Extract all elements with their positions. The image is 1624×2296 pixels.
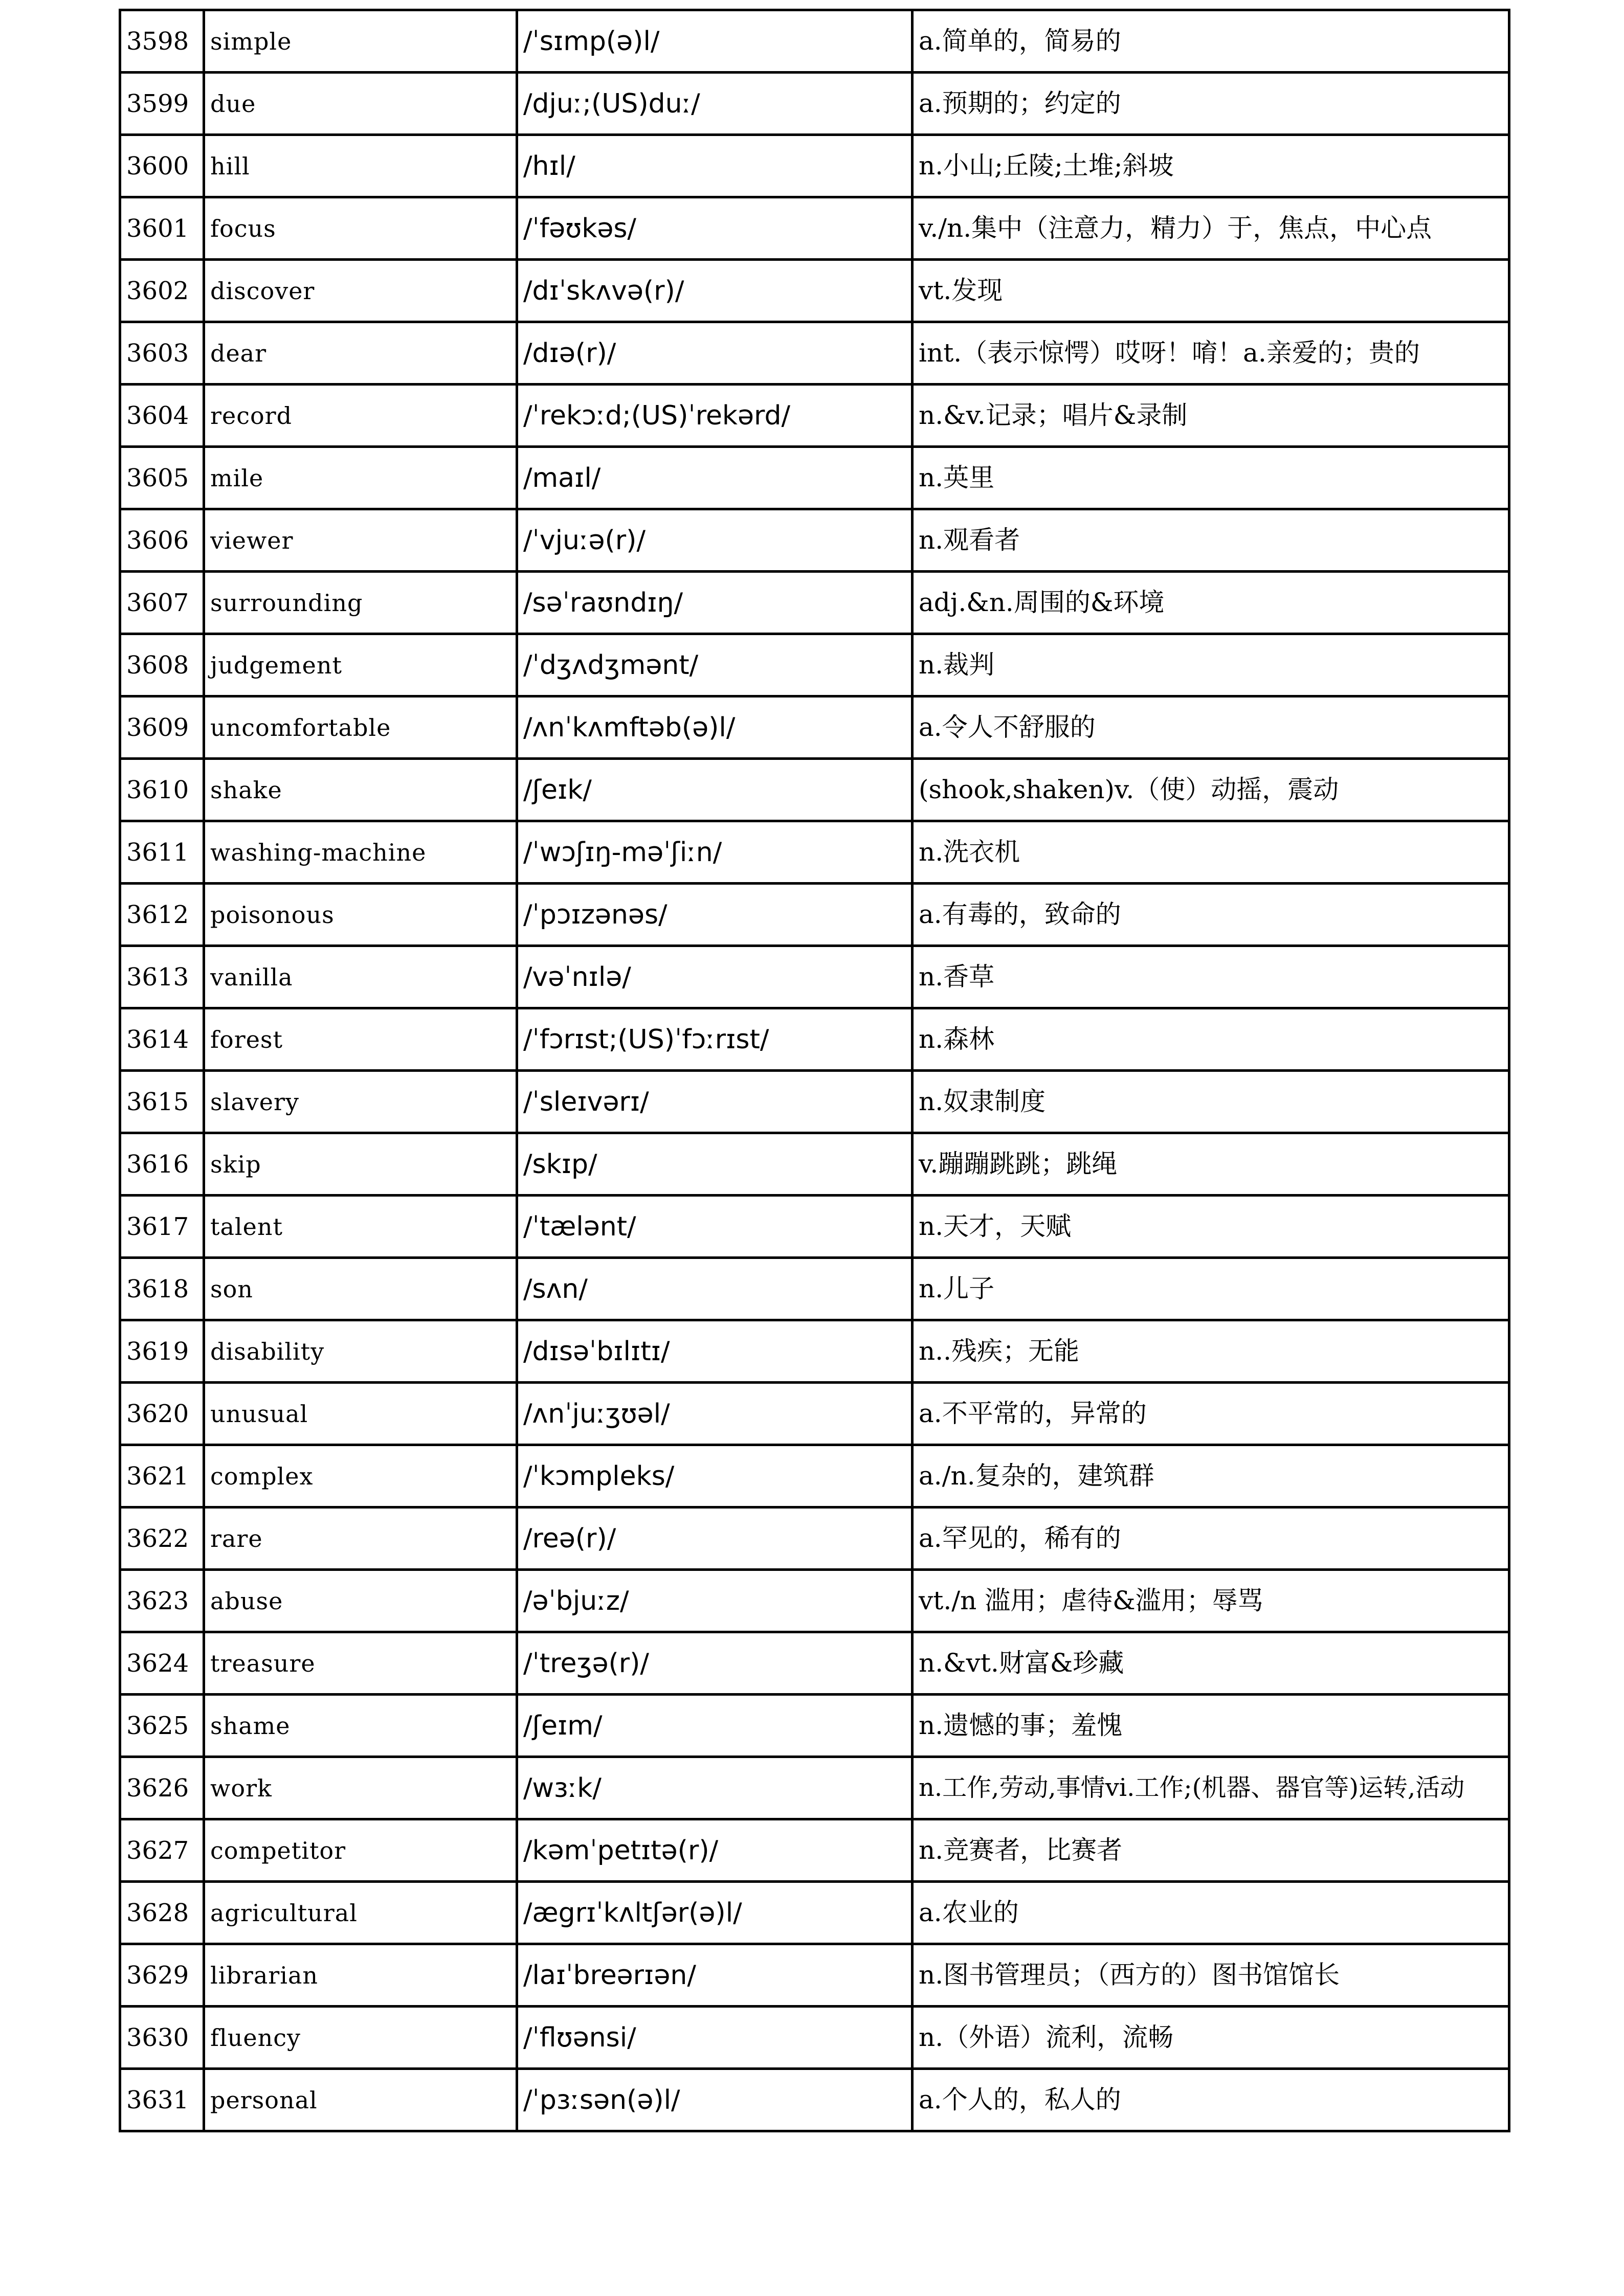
entry-word: work (204, 1757, 517, 1819)
entry-pronunciation: /ˈsleɪvərɪ/ (517, 1071, 913, 1133)
entry-number: 3611 (120, 821, 204, 884)
entry-meaning: n.&v.记录；唱片&录制 (913, 385, 1509, 447)
entry-meaning: n.裁判 (913, 634, 1509, 696)
entry-word: vanilla (204, 946, 517, 1008)
entry-pronunciation: /ˈkɔmpleks/ (517, 1445, 913, 1507)
table-row (120, 1008, 1509, 1071)
table-row (120, 135, 1509, 197)
entry-meaning: (shook,shaken)v.（使）动摇，震动 (913, 759, 1509, 821)
vocabulary-table (119, 9, 1510, 2132)
entry-word: washing-machine (204, 821, 517, 884)
entry-number: 3623 (120, 1570, 204, 1632)
entry-number: 3621 (120, 1445, 204, 1507)
entry-meaning: n.&vt.财富&珍藏 (913, 1632, 1509, 1695)
entry-meaning: n.工作,劳动,事情vi.工作;(机器、器官等)运转,活动 (913, 1757, 1509, 1819)
entry-meaning: n..残疾；无能 (913, 1320, 1509, 1383)
entry-word: shame (204, 1695, 517, 1757)
entry-pronunciation: /ʌnˈjuːʒʊəl/ (517, 1383, 913, 1445)
entry-word: surrounding (204, 572, 517, 634)
entry-pronunciation: /ˈwɔʃɪŋ-məˈʃiːn/ (517, 821, 913, 884)
entry-word: hill (204, 135, 517, 197)
table-row (120, 10, 1509, 73)
entry-pronunciation: /ˈvjuːə(r)/ (517, 509, 913, 572)
entry-number: 3604 (120, 385, 204, 447)
entry-number: 3622 (120, 1507, 204, 1570)
entry-number: 3612 (120, 884, 204, 946)
entry-meaning: v.蹦蹦跳跳；跳绳 (913, 1133, 1509, 1196)
entry-meaning: a.农业的 (913, 1882, 1509, 1944)
table-row (120, 1819, 1509, 1882)
entry-meaning: a.简单的，简易的 (913, 10, 1509, 73)
entry-word: focus (204, 197, 517, 260)
entry-meaning: n.小山;丘陵;土堆;斜坡 (913, 135, 1509, 197)
entry-number: 3616 (120, 1133, 204, 1196)
table-row (120, 696, 1509, 759)
table-row (120, 572, 1509, 634)
entry-number: 3618 (120, 1258, 204, 1320)
entry-number: 3629 (120, 1944, 204, 2007)
entry-number: 3630 (120, 2007, 204, 2069)
entry-number: 3598 (120, 10, 204, 73)
table-row (120, 1570, 1509, 1632)
table-row (120, 759, 1509, 821)
entry-pronunciation: /wɜːk/ (517, 1757, 913, 1819)
entry-word: forest (204, 1008, 517, 1071)
table-row (120, 322, 1509, 385)
entry-pronunciation: /dɪˈskʌvə(r)/ (517, 260, 913, 322)
entry-meaning: n.竞赛者，比赛者 (913, 1819, 1509, 1882)
table-row (120, 1071, 1509, 1133)
table-row (120, 197, 1509, 260)
entry-number: 3614 (120, 1008, 204, 1071)
entry-word: uncomfortable (204, 696, 517, 759)
entry-word: talent (204, 1196, 517, 1258)
table-row (120, 884, 1509, 946)
table-row (120, 1695, 1509, 1757)
entry-pronunciation: /vəˈnɪlə/ (517, 946, 913, 1008)
entry-number: 3610 (120, 759, 204, 821)
entry-meaning: n.遗憾的事；羞愧 (913, 1695, 1509, 1757)
table-row (120, 509, 1509, 572)
entry-number: 3620 (120, 1383, 204, 1445)
entry-pronunciation: /ˈtreʒə(r)/ (517, 1632, 913, 1695)
entry-number: 3619 (120, 1320, 204, 1383)
entry-word: personal (204, 2069, 517, 2131)
entry-pronunciation: /sʌn/ (517, 1258, 913, 1320)
table-row (120, 1258, 1509, 1320)
entry-meaning: n.香草 (913, 946, 1509, 1008)
table-row (120, 73, 1509, 135)
table-row (120, 1882, 1509, 1944)
entry-pronunciation: /dɪə(r)/ (517, 322, 913, 385)
entry-number: 3608 (120, 634, 204, 696)
table-row (120, 1507, 1509, 1570)
entry-pronunciation: /ʃeɪm/ (517, 1695, 913, 1757)
entry-number: 3601 (120, 197, 204, 260)
entry-number: 3602 (120, 260, 204, 322)
table-row (120, 946, 1509, 1008)
entry-word: judgement (204, 634, 517, 696)
entry-word: librarian (204, 1944, 517, 2007)
entry-pronunciation: /ˈflʊənsi/ (517, 2007, 913, 2069)
entry-pronunciation: /səˈraʊndɪŋ/ (517, 572, 913, 634)
entry-meaning: a.罕见的，稀有的 (913, 1507, 1509, 1570)
entry-number: 3628 (120, 1882, 204, 1944)
entry-pronunciation: /hɪl/ (517, 135, 913, 197)
table-row (120, 1320, 1509, 1383)
entry-number: 3600 (120, 135, 204, 197)
entry-number: 3613 (120, 946, 204, 1008)
entry-meaning: a.预期的；约定的 (913, 73, 1509, 135)
entry-meaning: v./n.集中（注意力，精力）于，焦点，中心点 (913, 197, 1509, 260)
entry-word: complex (204, 1445, 517, 1507)
entry-meaning: n.观看者 (913, 509, 1509, 572)
entry-word: slavery (204, 1071, 517, 1133)
entry-pronunciation: /ʃeɪk/ (517, 759, 913, 821)
entry-meaning: a./n.复杂的，建筑群 (913, 1445, 1509, 1507)
table-row (120, 1944, 1509, 2007)
entry-pronunciation: /kəmˈpetɪtə(r)/ (517, 1819, 913, 1882)
entry-meaning: a.有毒的，致命的 (913, 884, 1509, 946)
entry-number: 3606 (120, 509, 204, 572)
entry-meaning: adj.&n.周围的&环境 (913, 572, 1509, 634)
entry-word: competitor (204, 1819, 517, 1882)
entry-pronunciation: /reə(r)/ (517, 1507, 913, 1570)
table-row (120, 1383, 1509, 1445)
entry-word: shake (204, 759, 517, 821)
table-row (120, 821, 1509, 884)
entry-meaning: a.个人的，私人的 (913, 2069, 1509, 2131)
entry-pronunciation: /əˈbjuːz/ (517, 1570, 913, 1632)
entry-word: discover (204, 260, 517, 322)
table-row (120, 260, 1509, 322)
entry-word: dear (204, 322, 517, 385)
entry-word: skip (204, 1133, 517, 1196)
table-row (120, 1632, 1509, 1695)
entry-number: 3617 (120, 1196, 204, 1258)
entry-meaning: vt.发现 (913, 260, 1509, 322)
entry-meaning: n.（外语）流利，流畅 (913, 2007, 1509, 2069)
entry-meaning: n.英里 (913, 447, 1509, 509)
table-row (120, 2007, 1509, 2069)
entry-meaning: int.（表示惊愕）哎呀！唷！a.亲爱的；贵的 (913, 322, 1509, 385)
vocabulary-table-body (120, 10, 1509, 2131)
entry-word: abuse (204, 1570, 517, 1632)
entry-word: record (204, 385, 517, 447)
entry-number: 3626 (120, 1757, 204, 1819)
entry-pronunciation: /ˈfəʊkəs/ (517, 197, 913, 260)
entry-word: fluency (204, 2007, 517, 2069)
table-row (120, 385, 1509, 447)
entry-meaning: n.洗衣机 (913, 821, 1509, 884)
entry-pronunciation: /skɪp/ (517, 1133, 913, 1196)
entry-number: 3615 (120, 1071, 204, 1133)
entry-meaning: a.不平常的，异常的 (913, 1383, 1509, 1445)
entry-word: treasure (204, 1632, 517, 1695)
entry-meaning: n.天才，天赋 (913, 1196, 1509, 1258)
entry-pronunciation: /ˈrekɔːd;(US)ˈrekərd/ (517, 385, 913, 447)
table-row (120, 634, 1509, 696)
entry-pronunciation: /laɪˈbreərɪən/ (517, 1944, 913, 2007)
entry-number: 3631 (120, 2069, 204, 2131)
entry-meaning: a.令人不舒服的 (913, 696, 1509, 759)
entry-number: 3609 (120, 696, 204, 759)
entry-pronunciation: /ˈpɔɪzənəs/ (517, 884, 913, 946)
entry-word: disability (204, 1320, 517, 1383)
entry-meaning: vt./n 滥用；虐待&滥用；辱骂 (913, 1570, 1509, 1632)
table-row (120, 1133, 1509, 1196)
entry-pronunciation: /djuː;(US)duː/ (517, 73, 913, 135)
entry-pronunciation: /ˈfɔrɪst;(US)ˈfɔːrɪst/ (517, 1008, 913, 1071)
entry-number: 3605 (120, 447, 204, 509)
entry-number: 3625 (120, 1695, 204, 1757)
entry-pronunciation: /ˈsɪmp(ə)l/ (517, 10, 913, 73)
entry-word: due (204, 73, 517, 135)
entry-pronunciation: /ʌnˈkʌmftəb(ə)l/ (517, 696, 913, 759)
entry-pronunciation: /ægrɪˈkʌltʃər(ə)l/ (517, 1882, 913, 1944)
table-row (120, 2069, 1509, 2131)
entry-meaning: n.奴隶制度 (913, 1071, 1509, 1133)
table-row (120, 1757, 1509, 1819)
entry-word: poisonous (204, 884, 517, 946)
entry-word: simple (204, 10, 517, 73)
entry-word: unusual (204, 1383, 517, 1445)
entry-word: mile (204, 447, 517, 509)
entry-pronunciation: /ˈdʒʌdʒmənt/ (517, 634, 913, 696)
entry-word: son (204, 1258, 517, 1320)
entry-pronunciation: /dɪsəˈbɪlɪtɪ/ (517, 1320, 913, 1383)
table-row (120, 1445, 1509, 1507)
entry-number: 3603 (120, 322, 204, 385)
entry-pronunciation: /ˈpɜːsən(ə)l/ (517, 2069, 913, 2131)
entry-pronunciation: /ˈtælənt/ (517, 1196, 913, 1258)
entry-word: rare (204, 1507, 517, 1570)
table-row (120, 1196, 1509, 1258)
entry-word: agricultural (204, 1882, 517, 1944)
entry-number: 3599 (120, 73, 204, 135)
entry-meaning: n.儿子 (913, 1258, 1509, 1320)
entry-pronunciation: /maɪl/ (517, 447, 913, 509)
entry-number: 3607 (120, 572, 204, 634)
entry-number: 3624 (120, 1632, 204, 1695)
entry-meaning: n.森林 (913, 1008, 1509, 1071)
table-row (120, 447, 1509, 509)
entry-meaning: n.图书管理员；（西方的）图书馆馆长 (913, 1944, 1509, 2007)
entry-word: viewer (204, 509, 517, 572)
entry-number: 3627 (120, 1819, 204, 1882)
